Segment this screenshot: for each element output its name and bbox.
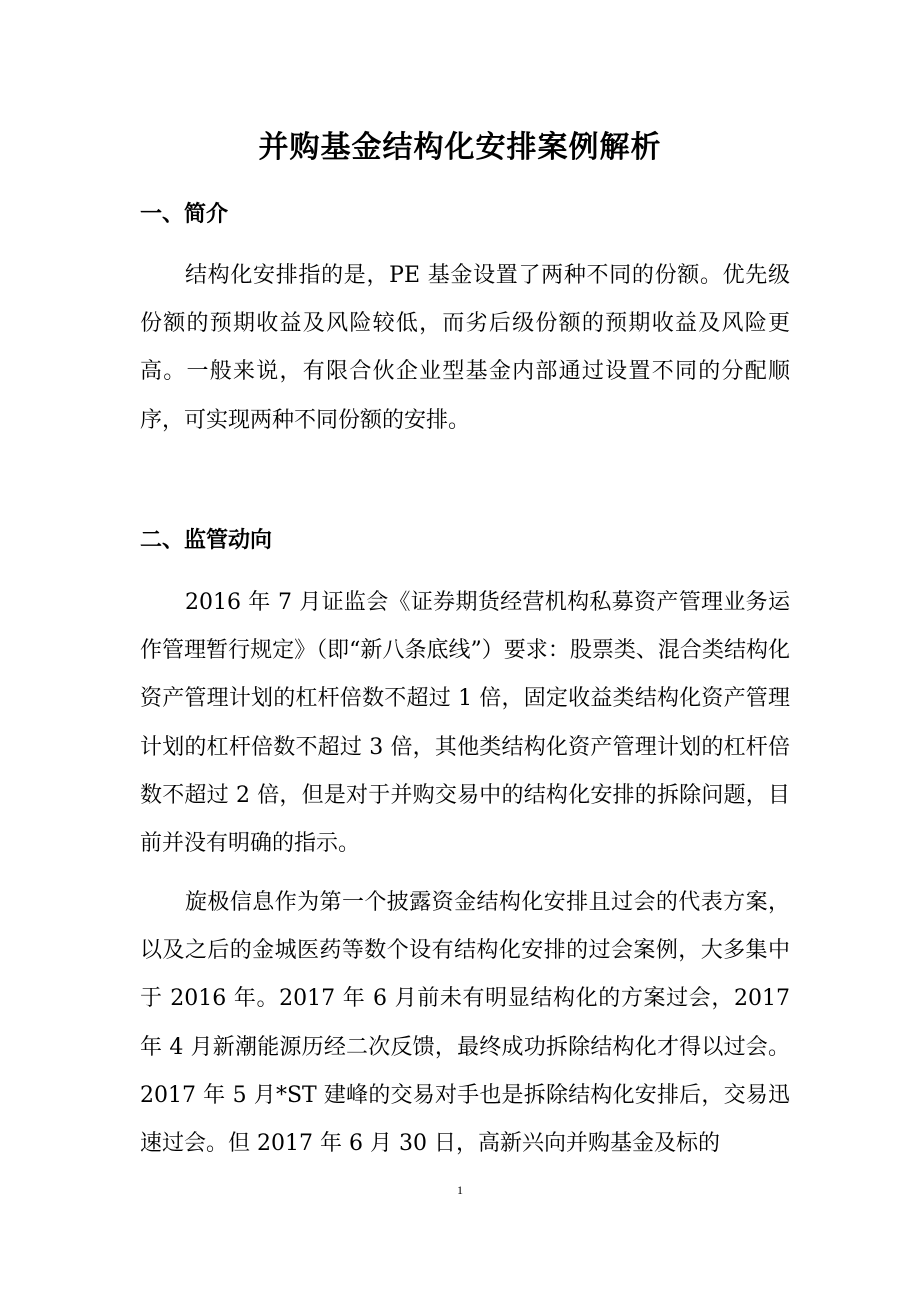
page-number: 1 <box>457 1183 463 1197</box>
paragraph-regulation-rules: 2016 年 7 月证监会《证券期货经营机构私募资产管理业务运作管理暂行规定》（即“新八条底线”）要求：股票类、混合类结构化资产管理计划的杠杆倍数不超过 1 倍，固定收益类结构化资产管理计划的杠杆倍数不超过 3 倍，其他类结构化资产管理计划的杠杆倍数不超过 2 倍，但是对于并购交易中的结构化安排的拆除问题，目前并没有明确的指示。 <box>140 590 790 857</box>
paragraph-regulation-cases: 旋极信息作为第一个披露资金结构化安排且过会的代表方案，以及之后的金城医药等数个设有结构化安排的过会案例，大多集中于 2016 年。2017 年 6 月前未有明显结构化的方案过会，2017 年 4 月新潮能源历经二次反馈，最终成功拆除结构化才得以过会。2017 年 5 月*ST 建峰的交易对手也是拆除结构化安排后，交易迅速过会。但 2017 年 6 月 30 日，高新兴向并购基金及标的 <box>140 890 790 1157</box>
document-title: 并购基金结构化安排案例解析 <box>258 130 662 165</box>
section-heading-intro: 一、简介 <box>140 202 229 227</box>
section-heading-regulation: 二、监管动向 <box>140 528 273 553</box>
paragraph-intro: 结构化安排指的是，PE 基金设置了两种不同的份额。优先级份额的预期收益及风险较低，而劣后级份额的预期收益及风险更高。一般来说，有限合伙企业型基金内部通过设置不同的分配顺序，可实现两种不同份额的安排。 <box>140 263 790 433</box>
